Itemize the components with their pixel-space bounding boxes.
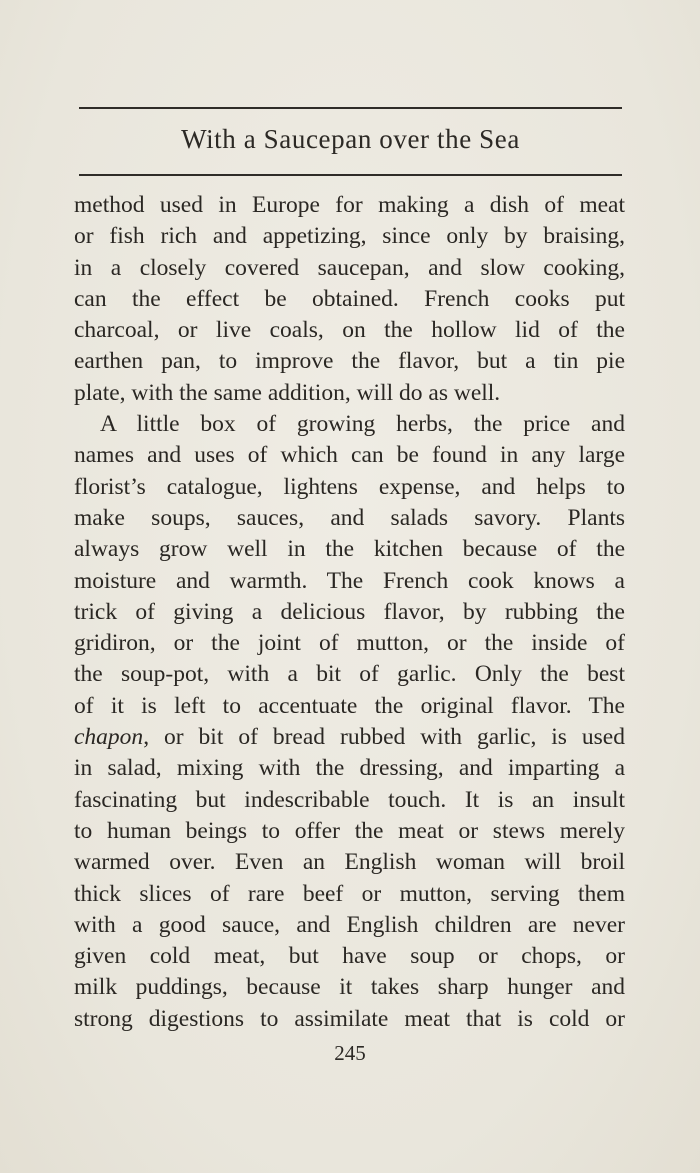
text-line: plate, with the same addition, will do as well. bbox=[74, 379, 501, 406]
text-line-with-italic bbox=[74, 722, 625, 753]
text-line: method used in Europe for making a dish of meat bbox=[74, 192, 625, 218]
text-line: with a good sauce, and English children are never bbox=[74, 911, 625, 938]
text-line: thick slices of rare beef or mutton, serving them bbox=[74, 880, 625, 907]
text-line: names and uses of which can be found in any large bbox=[74, 442, 625, 469]
text-line: can the effect be obtained. French cooks put bbox=[74, 285, 625, 312]
header-rule-top bbox=[79, 107, 622, 109]
text-line: gridiron, or the joint of mutton, or the inside of bbox=[74, 630, 625, 657]
text-line: in salad, mixing with the dressing, and imparting a bbox=[74, 755, 625, 782]
text-line: always grow well in the kitchen because of the bbox=[74, 536, 625, 563]
text-line: earthen pan, to improve the flavor, but a tin pie bbox=[74, 348, 625, 375]
text-line: moisture and warmth. The French cook knows a bbox=[74, 567, 625, 594]
text-line: given cold meat, but have soup or chops, or bbox=[74, 943, 625, 970]
text-line: strong digestions to assimilate meat that is cold or bbox=[74, 1005, 625, 1032]
text-line: milk puddings, because it takes sharp hunger and bbox=[74, 974, 625, 1001]
text-line: to human beings to offer the meat or stews merely bbox=[74, 817, 625, 844]
text-line: the soup-pot, with a bit of garlic. Only the best bbox=[74, 661, 625, 688]
text-line: florist’s catalogue, lightens expense, and helps to bbox=[74, 473, 625, 500]
text-line: warmed over. Even an English woman will broil bbox=[74, 849, 625, 876]
text-line: fascinating but indescribable touch. It is an insult bbox=[74, 786, 625, 813]
running-head: With a Saucepan over the Sea bbox=[181, 124, 520, 154]
text-line: or fish rich and appetizing, since only by braising, bbox=[74, 223, 625, 250]
text-line: charcoal, or live coals, on the hollow lid of the bbox=[74, 317, 625, 344]
italic-term: chapon bbox=[74, 724, 144, 751]
text-line: A little box of growing herbs, the price and bbox=[100, 411, 625, 438]
header-rule-bottom bbox=[79, 174, 622, 176]
text-line-rest: , or bit of bread rubbed with garlic, is used bbox=[143, 724, 625, 751]
page-number: 245 bbox=[334, 1041, 366, 1065]
text-line: in a closely covered saucepan, and slow cooking, bbox=[74, 254, 625, 281]
body-text bbox=[74, 190, 625, 1035]
text-line: of it is left to accentuate the original flavor. The bbox=[74, 692, 625, 719]
text-line: make soups, sauces, and salads savory. Plants bbox=[74, 504, 625, 531]
text-line: trick of giving a delicious flavor, by rubbing the bbox=[74, 598, 625, 625]
